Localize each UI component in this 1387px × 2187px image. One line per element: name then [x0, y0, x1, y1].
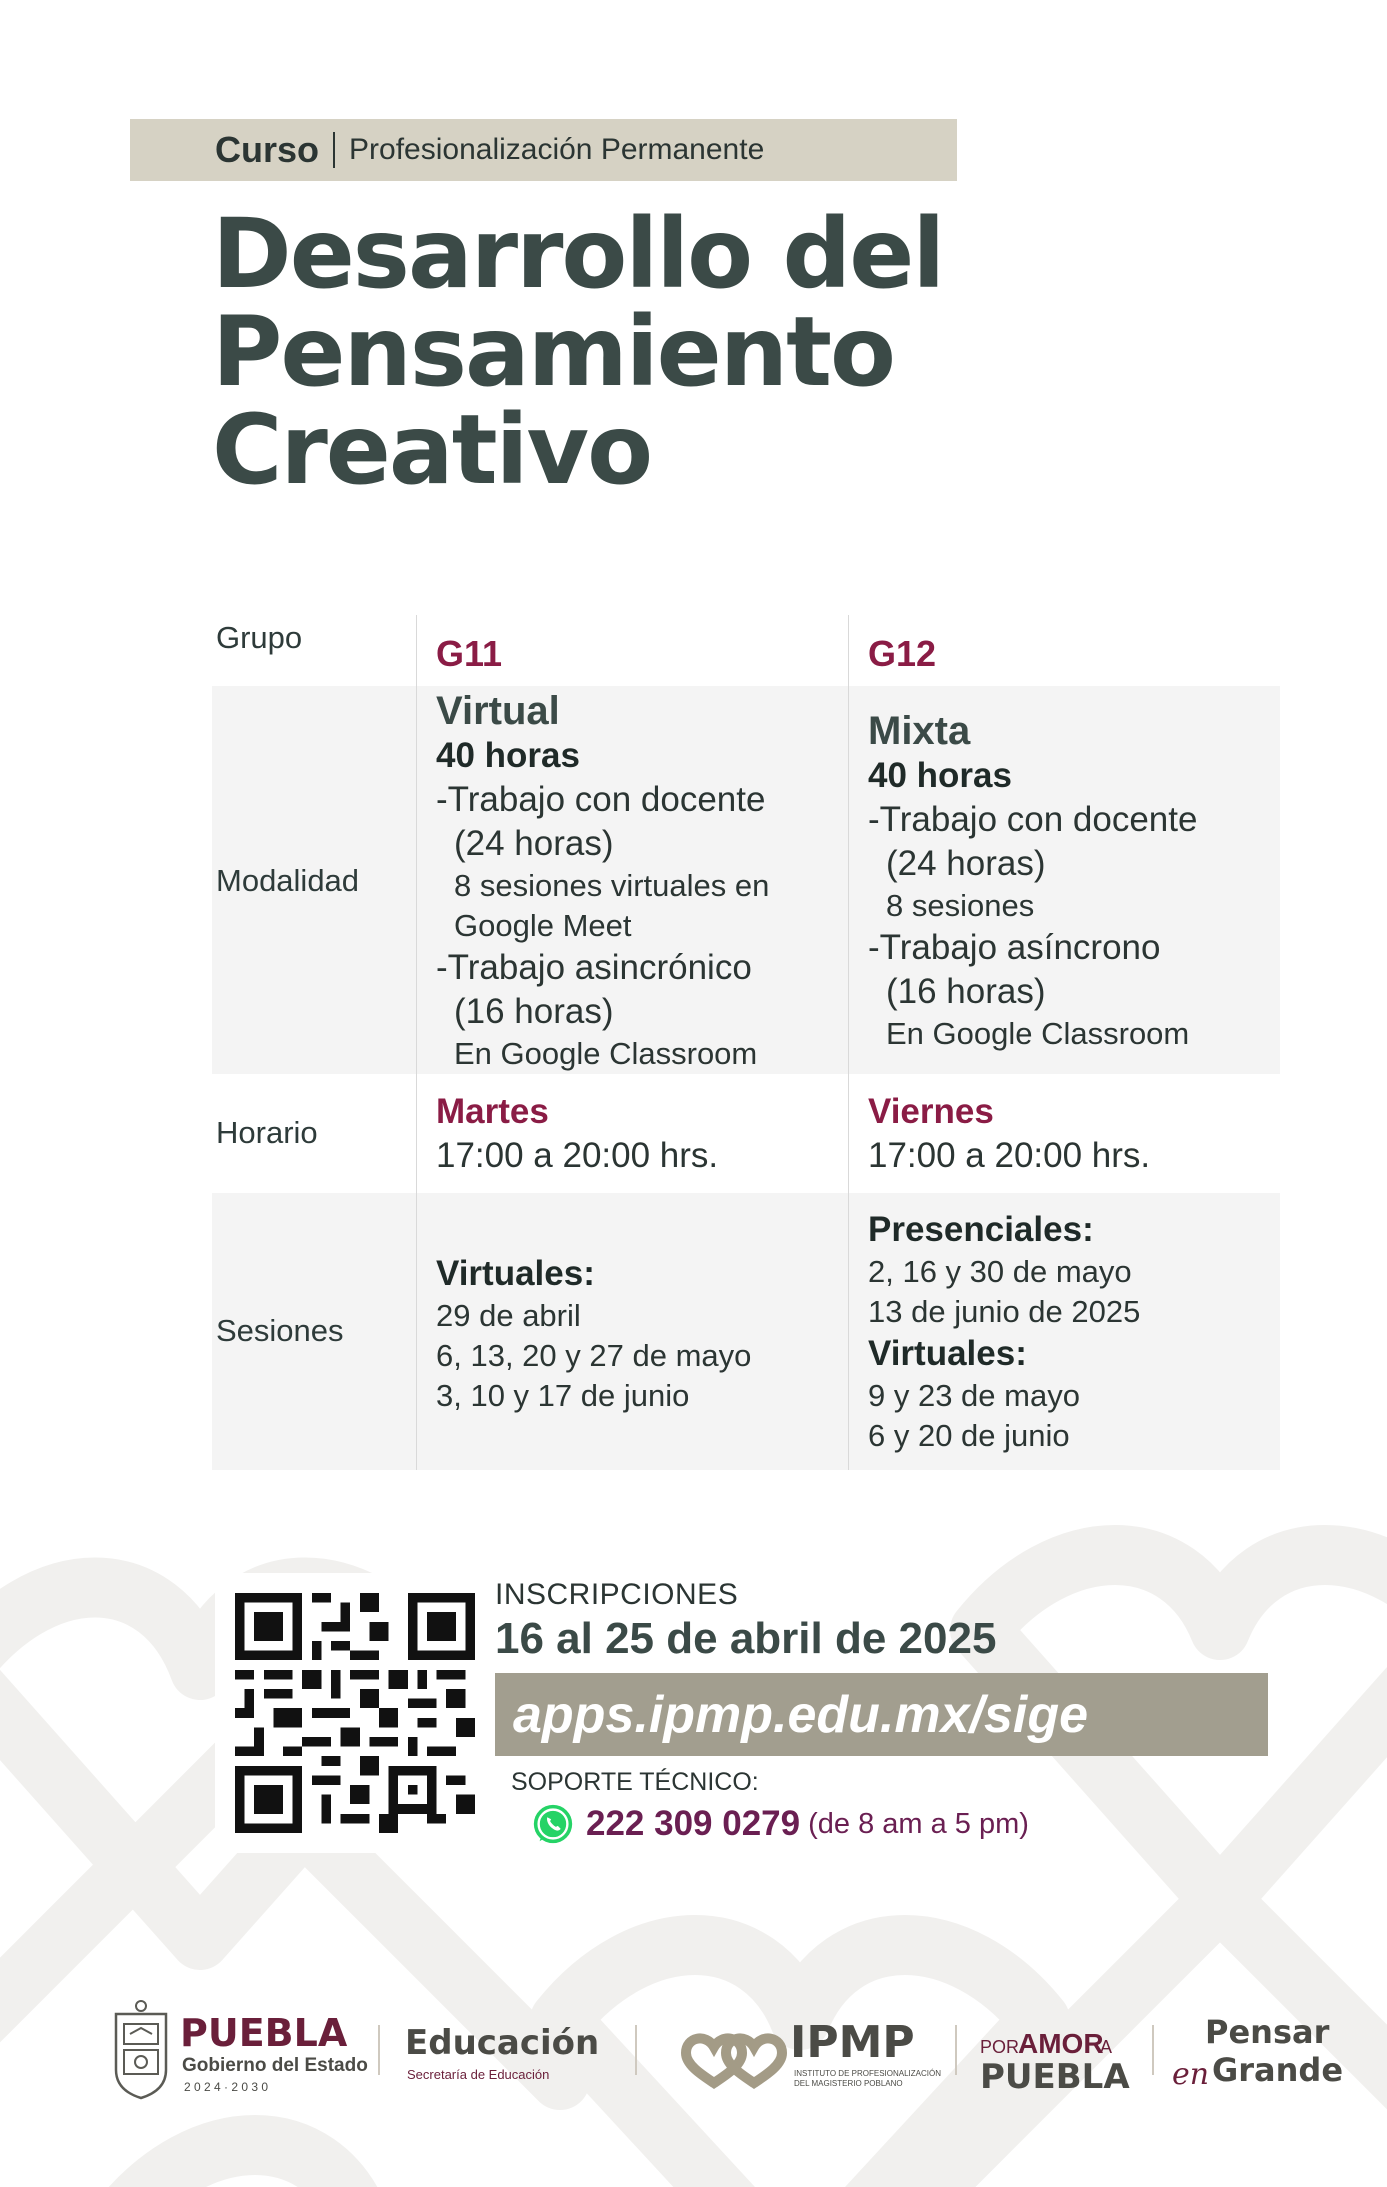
g11-total-hours: 40 horas	[436, 736, 580, 775]
support-hours: (de 8 am a 5 pm)	[808, 1807, 1029, 1840]
g11-line-3: 8 sesiones virtuales en	[454, 868, 770, 903]
g11-modalidad	[436, 688, 836, 1074]
educacion-logo-text: Educación	[405, 2023, 600, 2063]
g12-session-line: 9 y 23 de mayo	[868, 1378, 1080, 1413]
g12-sessions-head-2: Virtuales:	[868, 1334, 1027, 1373]
registration-dates: 16 al 25 de abril de 2025	[495, 1614, 997, 1663]
g12-mode-title: Mixta	[868, 709, 971, 753]
course-program: Profesionalización Permanente	[349, 133, 765, 166]
puebla-logo-text: PUEBLA	[180, 2011, 348, 2055]
group-code-g12: G12	[868, 633, 937, 674]
schedule-table	[212, 615, 1280, 1470]
g11-line-4: Google Meet	[454, 908, 632, 943]
g11-sesiones	[436, 1252, 751, 1416]
logo-divider	[955, 2025, 957, 2075]
g12-session-line: 6 y 20 de junio	[868, 1418, 1070, 1453]
pensar-logo-en: en	[1172, 2057, 1210, 2092]
g11-horario	[436, 1090, 718, 1178]
g11-line-2: (24 horas)	[454, 824, 614, 863]
g11-sessions-head: Virtuales:	[436, 1254, 595, 1293]
g11-line-1: -Trabajo con docente	[436, 780, 766, 819]
title-line-1: Desarrollo del	[212, 198, 944, 310]
g12-modalidad	[868, 708, 1268, 1054]
puebla-coat-of-arms-icon	[110, 2000, 172, 2100]
g11-time: 17:00 a 20:00 hrs.	[436, 1136, 719, 1175]
label-sesiones: Sesiones	[216, 1313, 344, 1348]
footer-logos	[0, 1995, 1387, 2115]
g11-session-line: 29 de abril	[436, 1298, 581, 1333]
course-tag-bar	[130, 119, 957, 181]
g11-session-line: 3, 10 y 17 de junio	[436, 1378, 690, 1413]
qr-code[interactable]	[215, 1573, 495, 1853]
pensar-logo-grande: Grande	[1212, 2051, 1344, 2089]
registration-label: INSCRIPCIONES	[495, 1578, 739, 1611]
g12-session-line: 2, 16 y 30 de mayo	[868, 1254, 1132, 1289]
qr-code-icon	[235, 1593, 475, 1833]
label-modalidad: Modalidad	[216, 863, 360, 898]
g12-line-2: (24 horas)	[886, 844, 1046, 883]
logo-divider	[1152, 2025, 1154, 2075]
pensar-logo-pensar: Pensar	[1205, 2013, 1330, 2051]
educacion-logo-sub: Secretaría de Educación	[407, 2067, 550, 2082]
g11-line-7: En Google Classroom	[454, 1036, 758, 1071]
title-line-3: Creativo	[212, 394, 652, 506]
puebla-logo-sub: Gobierno del Estado	[182, 2055, 368, 2076]
g12-day: Viernes	[868, 1092, 994, 1131]
ipmp-logo-sub-1: INSTITUTO DE PROFESIONALIZACIÓN	[794, 2069, 941, 2078]
tag-divider	[333, 132, 335, 168]
g11-session-line: 6, 13, 20 y 27 de mayo	[436, 1338, 752, 1373]
logo-divider	[378, 2025, 380, 2075]
g12-time: 17:00 a 20:00 hrs.	[868, 1136, 1151, 1175]
g12-line-6: En Google Classroom	[886, 1016, 1190, 1051]
puebla-logo-years: 2 0 2 4 · 2 0 3 0	[184, 2080, 269, 2094]
label-grupo: Grupo	[216, 620, 303, 655]
column-divider-1	[416, 615, 417, 1470]
g12-horario	[868, 1090, 1150, 1178]
group-code-g11: G11	[436, 633, 503, 674]
g12-line-5: (16 horas)	[886, 972, 1046, 1011]
g11-line-5: -Trabajo asincrónico	[436, 948, 752, 987]
label-horario: Horario	[216, 1115, 318, 1150]
g12-line-1: -Trabajo con docente	[868, 800, 1198, 839]
g12-sessions-head-1: Presenciales:	[868, 1210, 1094, 1249]
title-line-2: Pensamiento	[212, 296, 894, 408]
course-title	[212, 198, 1112, 506]
g11-mode-title: Virtual	[436, 689, 560, 733]
ipmp-logo-sub-2: DEL MAGISTERIO POBLANO	[794, 2079, 903, 2088]
g11-day: Martes	[436, 1092, 549, 1131]
g12-line-3: 8 sesiones	[886, 888, 1035, 923]
support-phone-row[interactable]	[530, 1801, 1029, 1847]
amor-logo-a: A	[1100, 2037, 1113, 2057]
registration-url-bar[interactable]	[495, 1673, 1268, 1756]
registration-url[interactable]: apps.ipmp.edu.mx/sige	[513, 1685, 1089, 1744]
g12-line-4: -Trabajo asíncrono	[868, 928, 1161, 967]
g12-total-hours: 40 horas	[868, 756, 1012, 795]
amor-logo-puebla: PUEBLA	[980, 2057, 1130, 2097]
ipmp-heart-logo-icon	[680, 2023, 788, 2089]
support-phone[interactable]: 222 309 0279	[586, 1804, 801, 1843]
g11-line-6: (16 horas)	[454, 992, 614, 1031]
course-type: Curso	[215, 129, 320, 170]
whatsapp-icon	[530, 1801, 576, 1847]
support-label: SOPORTE TÉCNICO:	[511, 1768, 759, 1796]
logo-divider	[635, 2025, 637, 2075]
g12-sesiones	[868, 1208, 1140, 1456]
column-divider-2	[848, 615, 849, 1470]
ipmp-logo-text: IPMP	[790, 2017, 915, 2068]
amor-logo-por: POR	[980, 2037, 1020, 2057]
amor-logo-amor: AMOR	[1018, 2028, 1104, 2059]
g12-session-line: 13 de junio de 2025	[868, 1294, 1141, 1329]
